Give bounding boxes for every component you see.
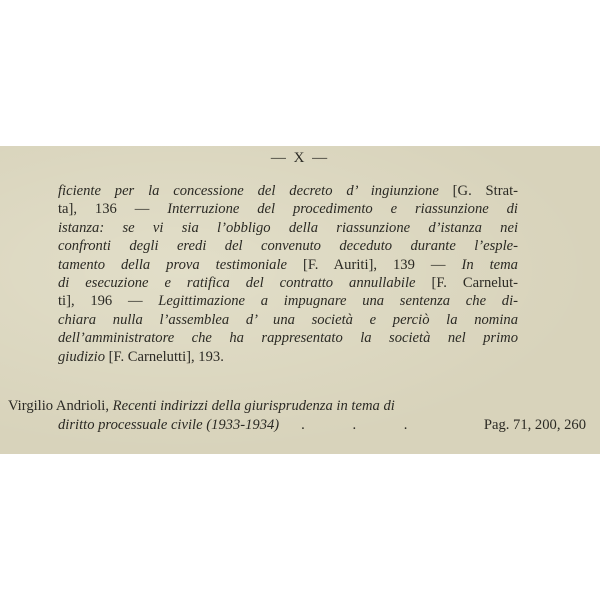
author-entry-line-2 xyxy=(8,416,594,435)
article-title-part-1: Recenti indirizzi della giurisprudenza in tema di xyxy=(112,398,395,414)
page-references: Pag. 71, 200, 260 xyxy=(483,417,586,433)
entry-text-segment: giudizio xyxy=(58,348,106,365)
entry-text-segment: [F. Carnelut- xyxy=(415,275,518,292)
entry-text-segment: confronti degli eredi del convenuto deceduto durante l’esple- xyxy=(58,238,518,255)
scanned-page xyxy=(0,146,600,454)
article-title-part-2: diritto processuale civile (1933-1934) xyxy=(58,417,280,433)
entry-text-segment: tamento della prova testimoniale xyxy=(58,256,288,273)
entry-line xyxy=(58,200,518,218)
entry-text-segment: chiara nulla l’assemblea d’ una società e perciò la nomina xyxy=(58,311,518,328)
entry-line xyxy=(58,348,518,366)
leader-dots: . . . xyxy=(301,417,430,433)
entry-text-segment: di esecuzione e ratifica del contratto annullabile xyxy=(58,275,416,292)
entry-text-segment: Interruzione del procedimento e riassunzione di xyxy=(167,201,518,218)
entry-text-segment: [F. Carnelutti], 193. xyxy=(105,348,224,365)
entry-text-segment: [F. Auriti], 139 — xyxy=(287,256,462,273)
entry-line xyxy=(58,274,518,292)
entry-text-segment: ti], 196 — xyxy=(58,293,159,310)
page-folio: — X — xyxy=(270,150,330,166)
entry-line xyxy=(58,237,518,255)
author-entry-line-1 xyxy=(8,397,594,416)
entry-text-segment: In tema xyxy=(461,256,518,273)
entry-line xyxy=(58,292,518,310)
entry-line xyxy=(58,182,518,200)
entry-text-segment: Legittimazione a impugnare una sentenza che di- xyxy=(158,293,518,310)
entry-text-segment: dell’amministratore che ha rappresentato la società nel primo xyxy=(58,330,518,347)
entry-text-segment: istanza: se vi sia l’obbligo della riassunzione d’istanza nei xyxy=(58,219,518,236)
entry-line xyxy=(58,311,518,329)
entry-text-segment: ta], 136 — xyxy=(58,201,168,218)
entry-line xyxy=(58,329,518,347)
entry-line xyxy=(58,219,518,237)
entry-text-segment: [G. Strat- xyxy=(438,183,518,199)
index-entry-continuation xyxy=(58,182,518,366)
author-name: Virgilio Andrioli, xyxy=(8,398,110,414)
entry-text-segment: ficiente per la concessione del decreto d’ ingiunzione xyxy=(58,183,439,199)
index-entry-andrioli xyxy=(8,397,594,435)
entry-line xyxy=(58,256,518,274)
